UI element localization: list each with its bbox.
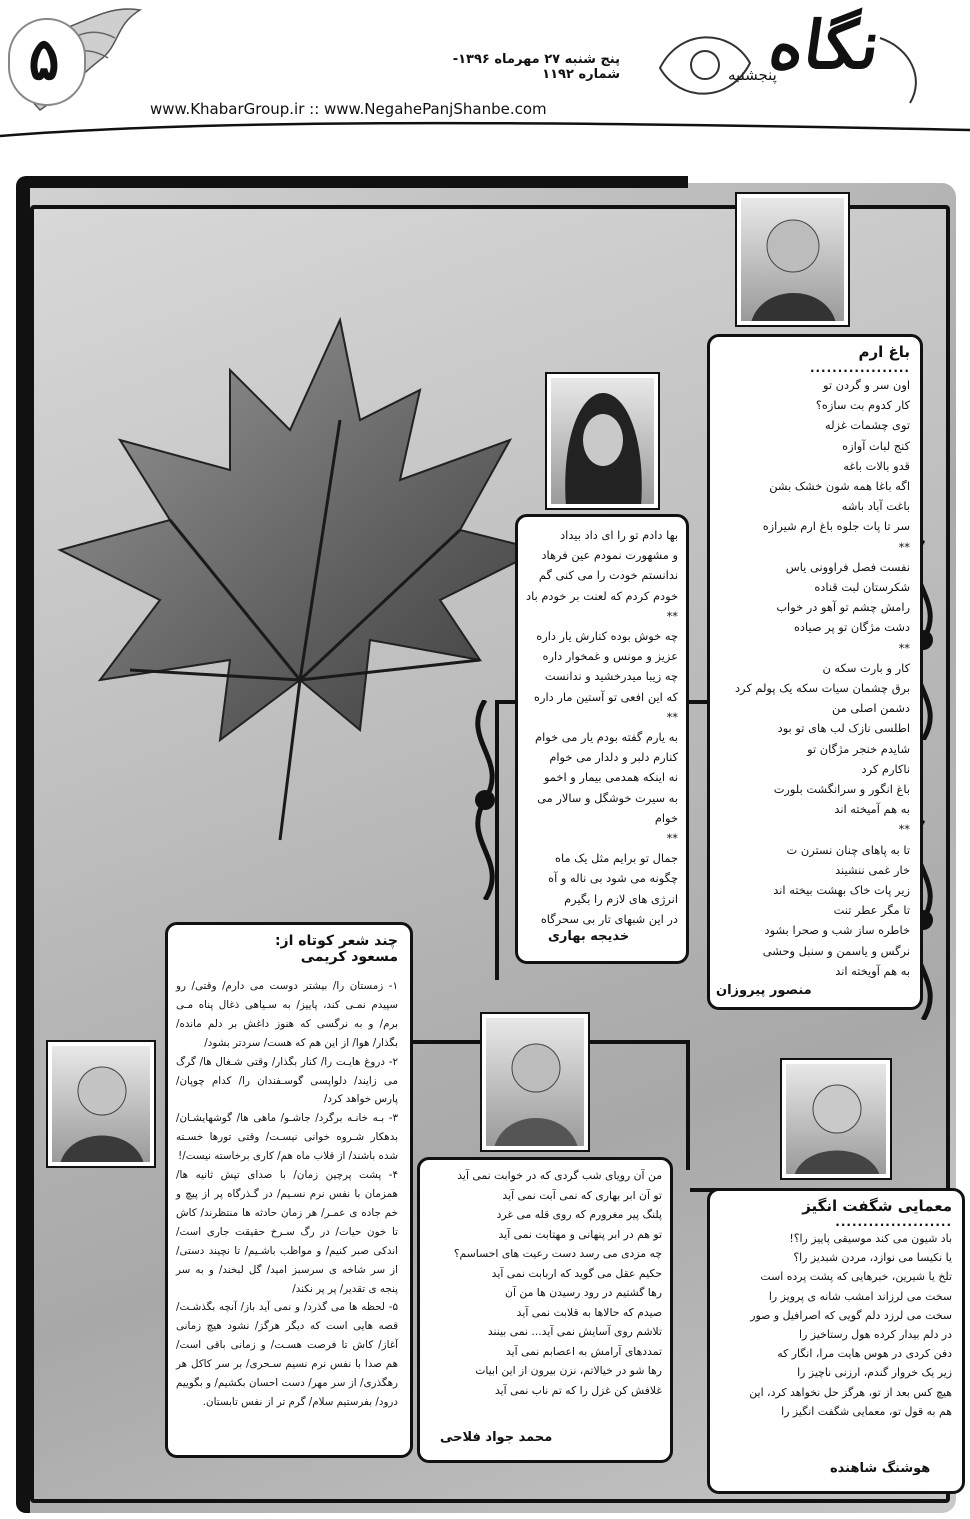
poem-title: معمایی شگفت انگیز [802, 1197, 952, 1215]
poem-text: ۱- زمستان را/ بیشتر دوست می دارم/ وقتی/ رو سپیدم نمـی کند، پاییز/ به سـیاهی ذغال پناه مـی برم/ و به نرگسی که هنوز داغش بر دلم مانده/ بگذار/ هوا/ از این هم که هست/ سردتر بشود/ ۲- دروغ هایـت را/ کنار بگذار/ وقتی شـغال ها/ گرگ می زایند/ دلواپسی گوسـفندان را/ کدام چوپان/ پارس خواهد کرد/ ۳- بـه خانـه برگرد/ جاشـو/ ماهی ها/ گوشهایشـان/ بدهکار شـروه خوانی نیسـت/ وقتی تورها خسـته شده باشند/ از قلاب ماه هم/ کاری برخاسته نیست/! ۴- پشت پرچین زمان/ با صدای تپش ثانیه ها/ همزمان با نفس نرم نسـیم/ در گـذرگاه پر از پیچ و خم جاده ی عمـر/ هر زمان حادثه ها منتظرند/ کاش تا خون حیات/ در رگ سـرخ حقیقت جاری است/ اندکی صبر کنیم/ و مواظب باشـیم/ تا نچیند دستی/ از سر شاخه ی سرسبز امید/ گل لبخند/ و به سر پنجه ی تقدیر/ پر پر نکند/ ۵- لحظه ها می گذرد/ و نمی آید باز/ آنچه بگذشـت/ قصه هایی است که دیگر هرگز/ نشود هیچ زمانی آغاز/ کاش تا فرصت هسـت/ و زمانی باقی است/ هم صدا با نفس نرم نسیم سـحری/ بر سر کاکل هر رهگذری/ از سر مهر/ دست احسان بکشیم/ و بگوییم درود/ بفرستیم سلام/ گرم تر از نفس تابستان. [176, 980, 398, 1408]
poem-author: منصور پیروزان [716, 983, 812, 998]
page-header [0, 0, 970, 140]
poem-text: اون سر و گردن تو کار کدوم بت سازه؟ توی چشمات غزله کنج لبات آوازه قدو بالات باغه اگه باغا همه شون خشک بشن باغت آباد باشه سر تا پات جلوه باغ ارم شیرازه ** نفست فصل فراوونی یاس شکرستان لبت قناده رامش چشم تو آهو در خواب دشت مژگان تو پر صیاده ** کار و بارت سکه ن برق چشمان سیات سکه یک پولم کرد دشمن اصلی من اطلسی نازک لب های تو بود شایدم خنجر مژگان تو ناکارم کرد باغ انگور و سرانگشت بلورت به هم آمیخته اند ** تا به پاهای چنان نسترن ت خار غمی ننشیند زیر پات خاک بهشت بیخته اند تا مگر عطر تنت خاطره ساز شب و صحرا بشود نرگس و یاسمن و سنبل وحشی به هم آویخته اند [734, 378, 910, 978]
title-dots: .................. [809, 361, 910, 375]
poem-box-falahi [417, 1157, 673, 1463]
poem-text: بها دادم تو را ای داد بیداد و مشهورت نمودم عین فرهاد ندانستم خودت را می کنی گم خودم کردم که لعنت بر خودم باد ** چه خوش بوده کنارش یار داره عزیز و مونس و غمخوار داره چه زیبا میدرخشید و ندانست که این افعی تو آستین مار داره ** به یارم گفته بودم یار می خوام کنارم دلبر و دلدار می خوام نه اینکه همدمی بیمار و اخمو به سیرت خوشگل و سالار می خوام ** جمال تو برایم مثل یک ماه چگونه می شود بی ناله و آه انرژی های لازم را بگیرم در این شبهای تار بی سحرگاه [526, 528, 678, 926]
logo-subtitle: پنجشنبه [728, 66, 777, 84]
poem-text: باد شیون می کند موسیقی پاییز را؟! یا نکیسا می نوازد، مردن شبدیز را؟ تلخ یا شیرین، خبرهایی که پشت پرده است سخت می لرزاند امشب شانه ی پرویز را سخت می لرزد دلم گویی که اصرافیل و صور در دلم بیدار کرده هول رستاخیز را دفن کردی در هوس هایت مرا، انگار که زیر یک خروار گندم، ارزنی ناچیز را هیچ کس بعد از تو، هرگز حل نخواهد کرد، این هم به قول تو، معمایی شگفت انگیز را [749, 1232, 952, 1418]
photo-mohammad-javad-falahi [480, 1012, 590, 1152]
poem-text: من آن رویای شب گردی که در خوابت نمی آید تو آن ابر بهاری که نمی آبت نمی آید پلنگ پیر مغرورم که روی قله می غرد تو هم در ابر پنهانی و مهتابت نمی آید چه مزدی می رسد دست رعیت های احساسم؟ حکیم عقل می گوید که اربابت نمی آید رها گشتیم در رود رسیدن ها من آن صیدم که حالاها به قلابت نمی آید تلاشم روی آسایش نمی آید... نمی بینند تمددهای آرامش به اعصابم نمی آید رها شو در خیالاتم، نزن بیرون از این ابیات غلافش کن غزل را که تم ناب نمی آید [453, 1169, 662, 1397]
photo-masoud-karimi [46, 1040, 156, 1168]
dateline: پنج شنبه ۲۷ مهرماه ۱۳۹۶- شماره ۱۱۹۲ [452, 52, 620, 82]
poem-author: محمد جواد فلاحی [440, 1430, 553, 1445]
poem-box-karimi [165, 922, 413, 1458]
poem-author: هوشنگ شاهنده [830, 1461, 931, 1476]
photo-mansour-pirouzan [735, 192, 850, 327]
photo-khadijeh-bahari [545, 372, 660, 510]
website-urls[interactable]: www.KhabarGroup.ir :: www.NegahePanjShanbe.com [150, 100, 547, 118]
poem-author: خدیجه بهاری [548, 929, 630, 944]
poem-title: باغ ارم [858, 343, 910, 361]
ornament-icon [455, 700, 515, 900]
frame-top-bar [24, 176, 688, 188]
connector-line [686, 1040, 690, 1170]
poem-box-bagh-eram [707, 334, 923, 1010]
poem-box-shahandeh [707, 1188, 965, 1494]
header-divider [0, 118, 970, 142]
poem-author: مسعود کریمی [300, 949, 398, 965]
photo-houshang-shahandeh [780, 1058, 892, 1180]
page-number: ۵ [28, 25, 60, 93]
poem-box-khadijeh [515, 514, 689, 964]
poem-title: چند شعر کوتاه از: [274, 933, 398, 949]
title-dots: ..................... [835, 1215, 952, 1229]
frame-side-bar [16, 176, 30, 1513]
logo-title: نگاه [764, 6, 885, 84]
